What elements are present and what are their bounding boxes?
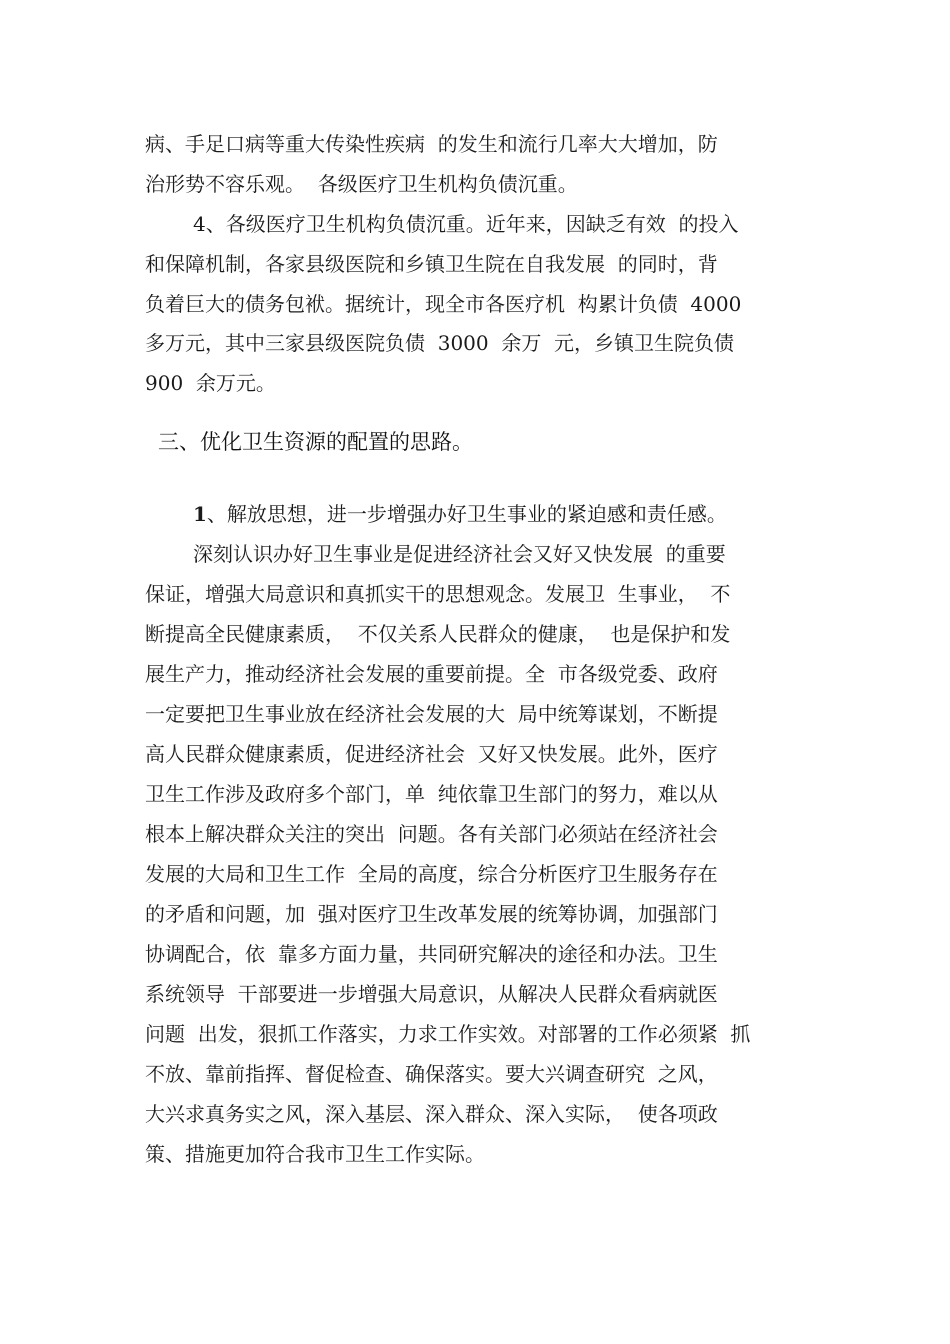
paragraph-4-line-15: 大兴求真务实之风，深入基层、深入群众、深入实际， 使各项政	[145, 1102, 718, 1126]
paragraph-2-line-3: 负着巨大的债务包袱。据统计，现全市各医疗机 构累计负债 4000	[145, 292, 742, 316]
paragraph-4-line-8: 根本上解决群众关注的突出 问题。各有关部门必须站在经济社会	[145, 822, 718, 846]
paragraph-4-line-3: 断提高全民健康素质， 不仅关系人民群众的健康， 也是保护和发	[145, 622, 731, 646]
paragraph-4-line-16: 策、措施更加符合我市卫生工作实际。	[145, 1142, 485, 1166]
paragraph-4-line-5: 一定要把卫生事业放在经济社会发展的大 局中统筹谋划，不断提	[145, 702, 718, 726]
paragraph-4-line-11: 协调配合，依 靠多方面力量，共同研究解决的途径和办法。卫生	[145, 942, 718, 966]
section-heading: 三、优化卫生资源的配置的思路。	[158, 430, 473, 454]
paragraph-1-line-1: 病、手足口病等重大传染性疾病 的发生和流行几率大大增加，防	[145, 132, 718, 156]
paragraph-4-line-9: 发展的大局和卫生工作 全局的高度，综合分析医疗卫生服务存在	[145, 862, 718, 886]
paragraph-4-line-2: 保证，增强大局意识和真抓实干的思想观念。发展卫 生事业， 不	[145, 582, 731, 606]
paragraph-2-line-2: 和保障机制，各家县级医院和乡镇卫生院在自我发展 的同时，背	[145, 252, 718, 276]
paragraph-4-line-1: 深刻认识办好卫生事业是促进经济社会又好又快发展 的重要	[193, 542, 726, 566]
paragraph-4-line-12: 系统领导 干部要进一步增强大局意识，从解决人民群众看病就医	[145, 982, 718, 1006]
paragraph-4-line-6: 高人民群众健康素质，促进经济社会 又好又快发展。此外，医疗	[145, 742, 718, 766]
paragraph-4-line-10: 的矛盾和问题，加 强对医疗卫生改革发展的统筹协调，加强部门	[145, 902, 718, 926]
paragraph-1-line-2: 治形势不容乐观。 各级医疗卫生机构负债沉重。	[145, 172, 578, 196]
paragraph-2-line-1: 4、各级医疗卫生机构负债沉重。近年来，因缺乏有效 的投入	[193, 212, 739, 236]
subheading	[193, 498, 795, 530]
subheading-text: 、解放思想，进一步增强办好卫生事业的紧迫感和责任感。	[206, 502, 727, 526]
paragraph-4-line-7: 卫生工作涉及政府多个部门，单 纯依靠卫生部门的努力，难以从	[145, 782, 718, 806]
subheading-number: 1	[193, 502, 207, 526]
paragraph-4-line-14: 不放、靠前指挥、督促检查、确保落实。要大兴调查研究 之风，	[145, 1062, 718, 1086]
paragraph-4-line-4: 展生产力，推动经济社会发展的重要前提。全 市各级党委、政府	[145, 662, 718, 686]
paragraph-2-line-5: 900 余万元。	[145, 371, 276, 395]
paragraph-2-line-4: 多万元，其中三家县级医院负债 3000 余万 元，乡镇卫生院负债	[145, 331, 735, 355]
paragraph-4-line-13: 问题 出发，狠抓工作落实，力求工作实效。对部署的工作必须紧 抓	[145, 1022, 751, 1046]
